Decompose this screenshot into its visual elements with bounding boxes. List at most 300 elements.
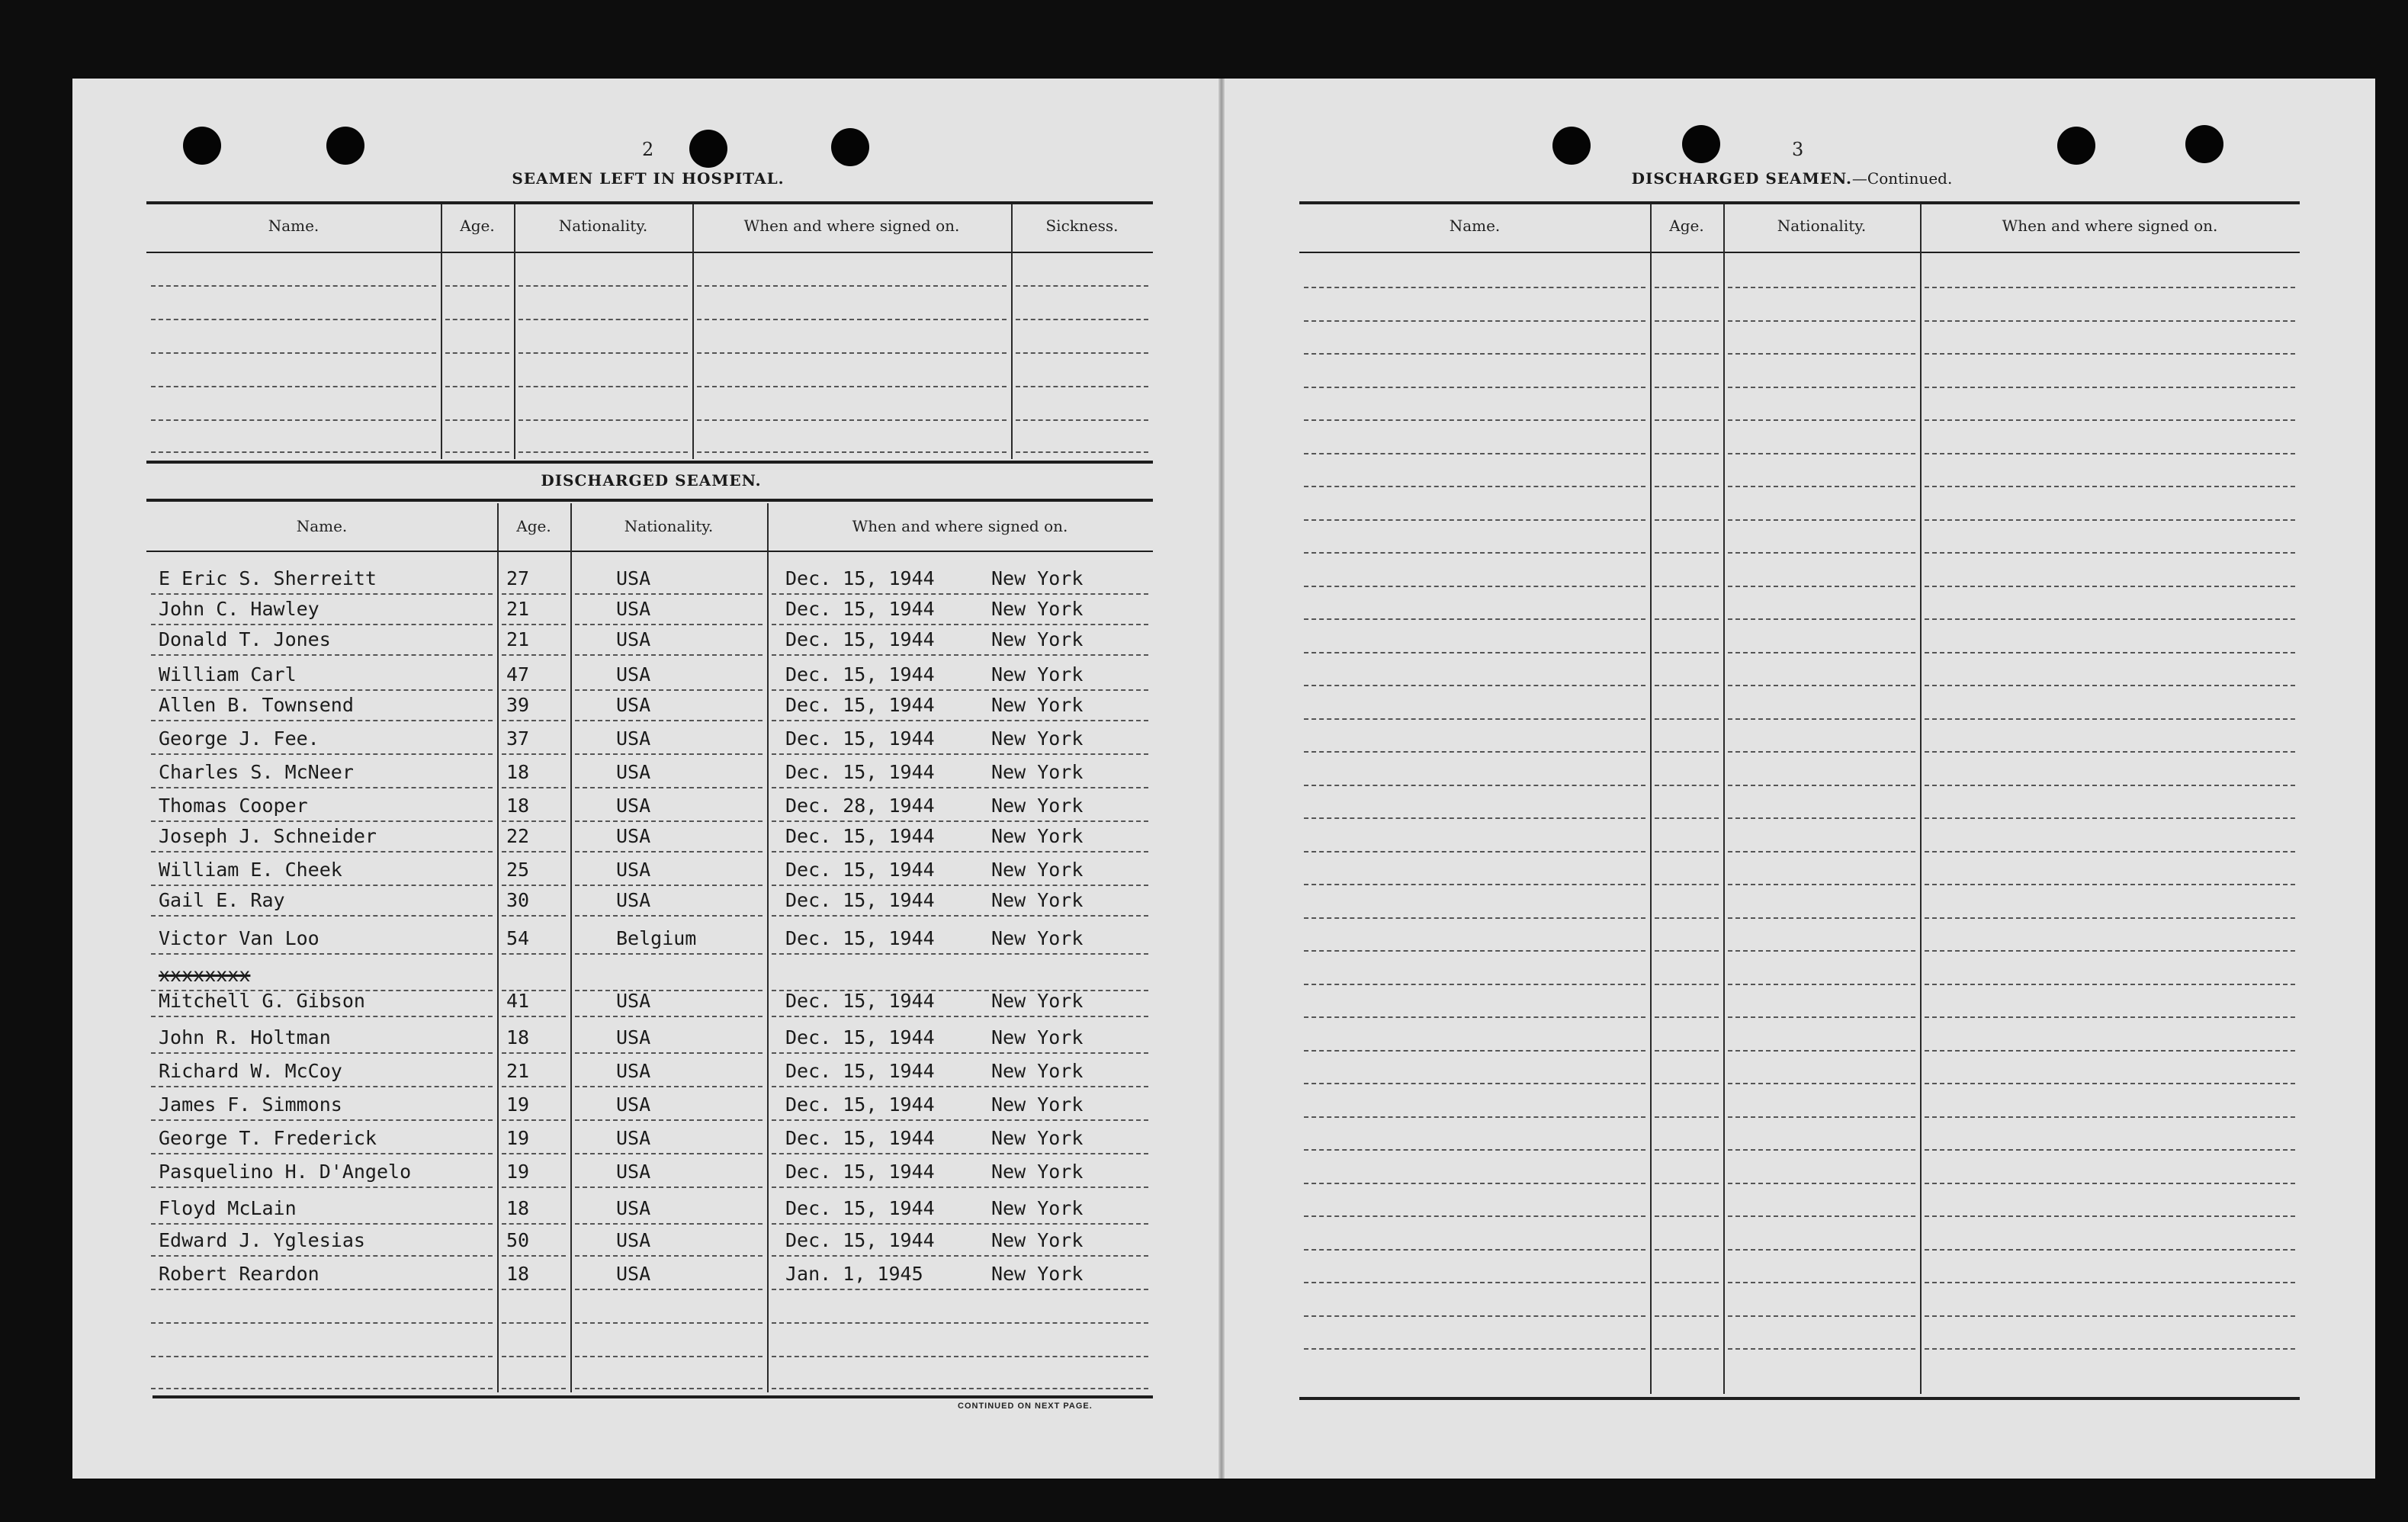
seaman-name: Edward J. Yglesias <box>159 1229 365 1251</box>
ruled-line <box>772 593 1148 595</box>
column-header: Age. <box>1669 217 1704 235</box>
column-header: Name. <box>296 517 348 535</box>
column-header: Name. <box>1449 217 1501 235</box>
ruled-line <box>1655 851 1719 853</box>
column-header: When and where signed on. <box>743 217 960 235</box>
binder-hole <box>2185 125 2223 163</box>
ruled-line <box>502 820 566 822</box>
ruled-line <box>1925 1215 2295 1217</box>
ruled-line <box>1925 353 2295 355</box>
ruled-line <box>1304 950 1645 952</box>
ruled-line <box>1304 353 1645 355</box>
signed-on-date: Dec. 15, 1944 <box>785 694 935 716</box>
ruled-line <box>1925 884 2295 885</box>
seaman-name: George T. Frederick <box>159 1127 377 1149</box>
ruled-line <box>1304 917 1645 919</box>
header-underline <box>146 252 1153 253</box>
ruled-line <box>1304 984 1645 985</box>
ruled-line <box>1728 1282 1915 1283</box>
page-number: 2 <box>642 139 654 160</box>
table-rule <box>1299 201 2300 204</box>
ruled-line <box>697 285 1007 287</box>
ruled-line <box>445 451 509 453</box>
ruled-line <box>1304 1315 1645 1317</box>
seaman-age: 37 <box>506 727 530 750</box>
ruled-line <box>1304 453 1645 454</box>
ruled-line <box>1728 618 1915 620</box>
seaman-age: 25 <box>506 859 530 881</box>
signed-on-date: Jan. 1, 1945 <box>785 1263 923 1285</box>
signed-on-date: Dec. 15, 1944 <box>785 1060 935 1082</box>
ruled-line <box>502 915 566 917</box>
signed-on-date: Dec. 15, 1944 <box>785 1127 935 1149</box>
ruled-line <box>575 1289 763 1290</box>
ruled-line <box>519 419 688 421</box>
signed-on-date: Dec. 15, 1944 <box>785 990 935 1012</box>
ruled-line <box>151 953 493 955</box>
ruled-line <box>151 451 436 453</box>
ruled-line <box>772 1356 1148 1357</box>
signed-on-place: New York <box>991 1197 1084 1219</box>
seaman-age: 19 <box>506 1127 530 1149</box>
column-header: Age. <box>460 217 495 235</box>
ruled-line <box>151 720 493 721</box>
ruled-line <box>1728 1149 1915 1151</box>
ruled-line <box>1655 1215 1719 1217</box>
ruled-line <box>772 1016 1148 1017</box>
ruled-line <box>575 720 763 721</box>
ruled-line <box>502 851 566 853</box>
ruled-line <box>772 720 1148 721</box>
ruled-line <box>1016 319 1148 320</box>
ruled-line <box>151 419 436 421</box>
seaman-name: William Carl <box>159 663 297 686</box>
ruled-line <box>575 820 763 822</box>
signed-on-date: Dec. 15, 1944 <box>785 825 935 847</box>
seaman-nationality: USA <box>616 1161 651 1183</box>
ruled-line <box>575 1186 763 1188</box>
ruled-line <box>1304 1149 1645 1151</box>
ruled-line <box>502 624 566 625</box>
ruled-line <box>1925 453 2295 454</box>
ruled-line <box>772 915 1148 917</box>
seaman-name: Allen B. Townsend <box>159 694 354 716</box>
binder-hole <box>183 127 221 165</box>
ruled-line <box>1925 486 2295 487</box>
ruled-line <box>151 1052 493 1054</box>
ruled-line <box>1655 884 1719 885</box>
ruled-line <box>1016 352 1148 354</box>
ruled-line <box>519 285 688 287</box>
seaman-name: Charles S. McNeer <box>159 761 354 783</box>
ruled-line <box>1655 917 1719 919</box>
ruled-line <box>575 1223 763 1225</box>
ruled-line <box>697 352 1007 354</box>
ruled-line <box>1728 387 1915 388</box>
ruled-line <box>1304 1016 1645 1018</box>
seaman-nationality: USA <box>616 1093 651 1116</box>
ruled-line <box>697 451 1007 453</box>
ruled-line <box>1304 1116 1645 1118</box>
column-divider <box>497 503 499 1392</box>
ruled-line <box>1925 419 2295 421</box>
ruled-line <box>1925 1149 2295 1151</box>
ruled-line <box>151 654 493 656</box>
ruled-line <box>575 624 763 625</box>
signed-on-place: New York <box>991 663 1084 686</box>
seaman-age: 21 <box>506 628 530 650</box>
column-divider <box>1650 204 1652 1394</box>
signed-on-date: Dec. 15, 1944 <box>785 889 935 911</box>
column-header: Nationality. <box>1777 217 1867 235</box>
signed-on-date: Dec. 15, 1944 <box>785 1093 935 1116</box>
column-header: Nationality. <box>558 217 648 235</box>
ruled-line <box>519 352 688 354</box>
ruled-line <box>1655 1116 1719 1118</box>
seaman-nationality: USA <box>616 567 651 589</box>
ruled-line <box>1304 1050 1645 1052</box>
discharged-section-title: DISCHARGED SEAMEN. <box>541 471 762 490</box>
seaman-nationality: USA <box>616 825 651 847</box>
ruled-line <box>1304 586 1645 587</box>
seaman-name: John R. Holtman <box>159 1026 331 1048</box>
ruled-line <box>1728 884 1915 885</box>
binder-hole <box>1682 125 1720 163</box>
seaman-nationality: USA <box>616 795 651 817</box>
ruled-line <box>502 1289 566 1290</box>
ruled-line <box>1728 1116 1915 1118</box>
ruled-line <box>151 1322 493 1324</box>
ruled-line <box>772 1289 1148 1290</box>
column-header: Nationality. <box>624 517 714 535</box>
seaman-age: 19 <box>506 1161 530 1183</box>
ruled-line <box>1304 1083 1645 1084</box>
ruled-line <box>1304 552 1645 554</box>
right-title-suffix: —Continued. <box>1851 169 1953 188</box>
signed-on-place: New York <box>991 727 1084 750</box>
ruled-line <box>502 1356 566 1357</box>
ruled-line <box>1655 652 1719 653</box>
seaman-name: John C. Hawley <box>159 598 319 620</box>
ruled-line <box>772 1153 1148 1154</box>
ruled-line <box>502 689 566 691</box>
seaman-name: Donald T. Jones <box>159 628 331 650</box>
column-divider <box>570 503 572 1392</box>
seaman-nationality: USA <box>616 663 651 686</box>
seaman-name: Robert Reardon <box>159 1263 319 1285</box>
ruled-line <box>502 1086 566 1087</box>
ruled-line <box>575 885 763 886</box>
ruled-line <box>1728 817 1915 819</box>
ruled-line <box>151 851 493 853</box>
signed-on-place: New York <box>991 598 1084 620</box>
ruled-line <box>1016 285 1148 287</box>
seaman-age: 47 <box>506 663 530 686</box>
ruled-line <box>1925 586 2295 587</box>
ruled-line <box>575 753 763 755</box>
ruled-line <box>1925 1183 2295 1184</box>
ruled-line <box>1655 1016 1719 1018</box>
signed-on-date: Dec. 15, 1944 <box>785 598 935 620</box>
ruled-line <box>772 787 1148 788</box>
signed-on-place: New York <box>991 889 1084 911</box>
ruled-line <box>1728 785 1915 786</box>
ruled-line <box>1655 751 1719 753</box>
ruled-line <box>502 720 566 721</box>
table-rule <box>146 499 1153 502</box>
ruled-line <box>1304 1215 1645 1217</box>
ruled-line <box>502 1223 566 1225</box>
ruled-line <box>1655 685 1719 686</box>
ruled-line <box>575 851 763 853</box>
ruled-line <box>151 689 493 691</box>
seaman-nationality: Belgium <box>616 927 697 949</box>
ruled-line <box>151 593 493 595</box>
ruled-line <box>1304 1282 1645 1283</box>
ruled-line <box>1304 320 1645 322</box>
table-rule <box>146 461 1153 464</box>
ruled-line <box>1728 486 1915 487</box>
ruled-line <box>1925 618 2295 620</box>
ruled-line <box>1655 287 1719 288</box>
ruled-line <box>151 915 493 917</box>
ruled-line <box>575 1255 763 1257</box>
ruled-line <box>575 787 763 788</box>
ruled-line <box>1304 817 1645 819</box>
hospital-section-title: SEAMEN LEFT IN HOSPITAL. <box>512 169 785 188</box>
ruled-line <box>1925 652 2295 653</box>
signed-on-date: Dec. 15, 1944 <box>785 663 935 686</box>
ruled-line <box>1925 1016 2295 1018</box>
ruled-line <box>1304 884 1645 885</box>
signed-on-place: New York <box>991 1060 1084 1082</box>
ruled-line <box>1925 387 2295 388</box>
column-divider <box>767 503 769 1392</box>
ruled-line <box>1925 1282 2295 1283</box>
ruled-line <box>1655 1249 1719 1251</box>
signed-on-date: Dec. 15, 1944 <box>785 567 935 589</box>
ruled-line <box>1304 685 1645 686</box>
ruled-line <box>1925 984 2295 985</box>
ruled-line <box>151 1153 493 1154</box>
ruled-line <box>1925 917 2295 919</box>
column-header: Name. <box>268 217 319 235</box>
ruled-line <box>1655 817 1719 819</box>
seaman-nationality: USA <box>616 1127 651 1149</box>
seaman-nationality: USA <box>616 859 651 881</box>
ruled-line <box>519 386 688 387</box>
ruled-line <box>575 593 763 595</box>
ruled-line <box>575 1356 763 1357</box>
ruled-line <box>772 689 1148 691</box>
ruled-line <box>1655 453 1719 454</box>
seaman-age: 39 <box>506 694 530 716</box>
ruled-line <box>502 885 566 886</box>
ruled-line <box>772 851 1148 853</box>
ruled-line <box>772 1322 1148 1324</box>
seaman-age: 18 <box>506 1263 530 1285</box>
seaman-age: 19 <box>506 1093 530 1116</box>
seaman-name: Gail E. Ray <box>159 889 285 911</box>
column-divider <box>692 204 694 459</box>
signed-on-place: New York <box>991 1229 1084 1251</box>
ruled-line <box>1728 950 1915 952</box>
ruled-line <box>1304 1249 1645 1251</box>
seaman-name: Joseph J. Schneider <box>159 825 377 847</box>
signed-on-date: Dec. 15, 1944 <box>785 859 935 881</box>
ruled-line <box>502 1153 566 1154</box>
page-number: 3 <box>1792 139 1804 160</box>
ruled-line <box>1925 552 2295 554</box>
header-underline <box>146 551 1153 552</box>
ruled-line <box>1655 1315 1719 1317</box>
column-header: When and where signed on. <box>2002 217 2218 235</box>
ruled-line <box>445 319 509 320</box>
ruled-line <box>151 1086 493 1087</box>
ruled-line <box>502 1052 566 1054</box>
ruled-line <box>445 419 509 421</box>
ruled-line <box>151 820 493 822</box>
ruled-line <box>1655 1348 1719 1350</box>
ruled-line <box>1728 1348 1915 1350</box>
ruled-line <box>1728 652 1915 653</box>
ruled-line <box>1304 1183 1645 1184</box>
ruled-line <box>1728 552 1915 554</box>
ruled-line <box>151 1255 493 1257</box>
ruled-line <box>151 1223 493 1225</box>
ruled-line <box>575 915 763 917</box>
ruled-line <box>1016 451 1148 453</box>
binder-hole <box>326 127 364 165</box>
ruled-line <box>1925 950 2295 952</box>
seaman-name: Victor Van Loo <box>159 927 319 949</box>
seaman-name: E Eric S. Sherreitt <box>159 567 377 589</box>
seaman-age: 22 <box>506 825 530 847</box>
signed-on-date: Dec. 15, 1944 <box>785 1161 935 1183</box>
column-divider <box>1011 204 1013 459</box>
right-title-text: DISCHARGED SEAMEN. <box>1631 169 1852 188</box>
seaman-name: xxxxxxxx <box>159 964 251 986</box>
ruled-line <box>1655 984 1719 985</box>
ruled-line <box>502 654 566 656</box>
seaman-nationality: USA <box>616 1197 651 1219</box>
ruled-line <box>151 885 493 886</box>
seaman-name: Mitchell G. Gibson <box>159 990 365 1012</box>
seaman-name: Richard W. McCoy <box>159 1060 342 1082</box>
seaman-nationality: USA <box>616 1263 651 1285</box>
signed-on-place: New York <box>991 927 1084 949</box>
signed-on-place: New York <box>991 628 1084 650</box>
ruled-line <box>1728 1050 1915 1052</box>
ruled-line <box>1016 386 1148 387</box>
ruled-line <box>1655 1149 1719 1151</box>
ruled-line <box>1925 1116 2295 1118</box>
ruled-line <box>445 386 509 387</box>
ruled-line <box>151 352 436 354</box>
ruled-line <box>1655 519 1719 521</box>
ruled-line <box>772 1052 1148 1054</box>
ruled-line <box>1304 785 1645 786</box>
ruled-line <box>151 1289 493 1290</box>
ruled-line <box>1728 751 1915 753</box>
seaman-nationality: USA <box>616 1229 651 1251</box>
ruled-line <box>1925 785 2295 786</box>
ruled-line <box>772 1255 1148 1257</box>
ruled-line <box>445 352 509 354</box>
seaman-age: 54 <box>506 927 530 949</box>
seaman-nationality: USA <box>616 1026 651 1048</box>
column-divider <box>1723 204 1725 1394</box>
header-underline <box>1299 252 2300 253</box>
ruled-line <box>502 1016 566 1017</box>
ruled-line <box>1655 586 1719 587</box>
ruled-line <box>502 787 566 788</box>
ruled-line <box>1655 1183 1719 1184</box>
ruled-line <box>502 1119 566 1121</box>
ruled-line <box>1304 387 1645 388</box>
ruled-line <box>1728 419 1915 421</box>
ruled-line <box>1655 1050 1719 1052</box>
seaman-age: 18 <box>506 795 530 817</box>
seaman-age: 18 <box>506 1026 530 1048</box>
seaman-age: 27 <box>506 567 530 589</box>
ruled-line <box>1925 320 2295 322</box>
ruled-line <box>1304 718 1645 720</box>
ruled-line <box>1728 718 1915 720</box>
ruled-line <box>1655 718 1719 720</box>
ruled-line <box>1655 353 1719 355</box>
signed-on-date: Dec. 15, 1944 <box>785 927 935 949</box>
seaman-name: James F. Simmons <box>159 1093 342 1116</box>
signed-on-place: New York <box>991 795 1084 817</box>
ruled-line <box>502 593 566 595</box>
seaman-name: William E. Cheek <box>159 859 342 881</box>
ruled-line <box>697 319 1007 320</box>
ruled-line <box>575 654 763 656</box>
signed-on-place: New York <box>991 990 1084 1012</box>
seaman-nationality: USA <box>616 694 651 716</box>
ruled-line <box>1925 1348 2295 1350</box>
ruled-line <box>1304 1348 1645 1350</box>
ruled-line <box>1728 1315 1915 1317</box>
ruled-line <box>575 1016 763 1017</box>
signed-on-place: New York <box>991 1093 1084 1116</box>
ruled-line <box>502 953 566 955</box>
column-header: Age. <box>516 517 551 535</box>
column-divider <box>441 204 442 459</box>
ruled-line <box>1655 1083 1719 1084</box>
signed-on-place: New York <box>991 1127 1084 1149</box>
ruled-line <box>1728 1249 1915 1251</box>
seaman-nationality: USA <box>616 761 651 783</box>
seaman-nationality: USA <box>616 727 651 750</box>
seaman-age: 41 <box>506 990 530 1012</box>
ruled-line <box>575 953 763 955</box>
ruled-line <box>1925 287 2295 288</box>
ruled-line <box>1728 1083 1915 1084</box>
ruled-line <box>1925 519 2295 521</box>
signed-on-date: Dec. 15, 1944 <box>785 727 935 750</box>
ruled-line <box>1304 419 1645 421</box>
ruled-line <box>575 1322 763 1324</box>
signed-on-place: New York <box>991 761 1084 783</box>
ruled-line <box>575 1388 763 1389</box>
ruled-line <box>502 1388 566 1389</box>
ruled-line <box>151 319 436 320</box>
seaman-age: 21 <box>506 598 530 620</box>
page-gutter <box>1218 79 1225 1479</box>
column-divider <box>514 204 515 459</box>
